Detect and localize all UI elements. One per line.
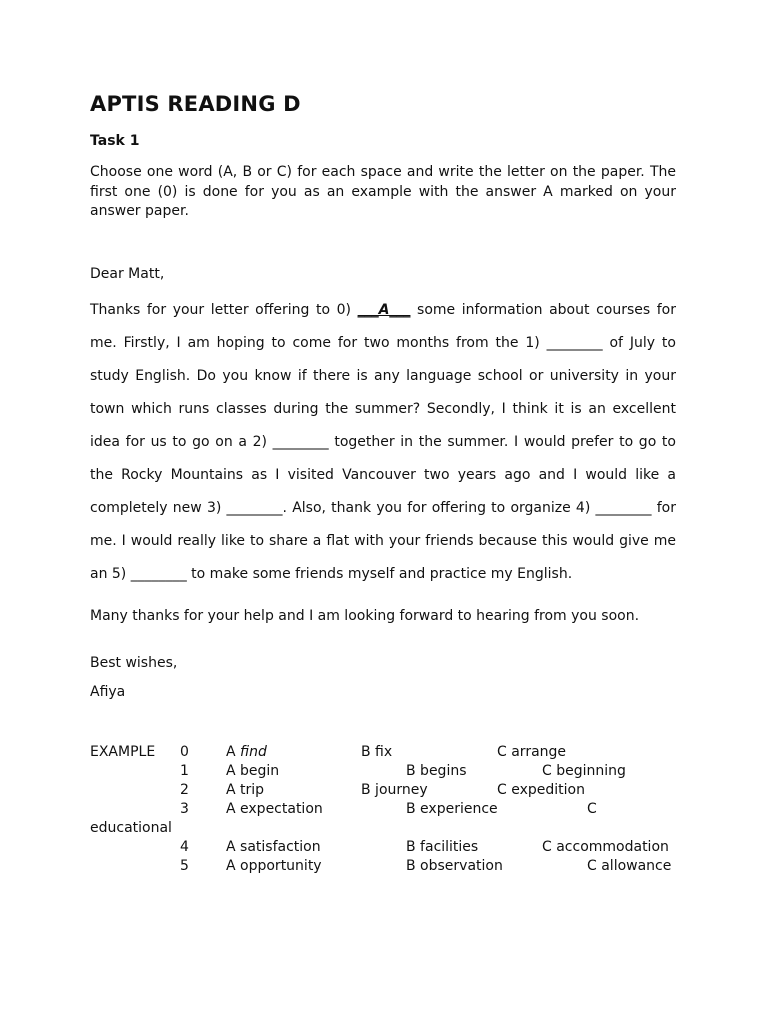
document-title: APTIS READING D bbox=[90, 92, 301, 116]
option-c: C bbox=[587, 801, 597, 817]
option-a-letter: A bbox=[226, 744, 241, 760]
option-number: 0 bbox=[180, 744, 189, 760]
option-b: B experience bbox=[406, 801, 498, 817]
letter-sign-off: Best wishes, bbox=[90, 655, 178, 671]
option-number: 4 bbox=[180, 839, 189, 855]
option-c: C allowance bbox=[587, 858, 672, 874]
option-c-wrapped: educational bbox=[90, 820, 172, 836]
option-b: B observation bbox=[406, 858, 503, 874]
letter-closing: Many thanks for your help and I am looking forward to hearing from you soon. bbox=[90, 608, 640, 624]
option-a: A opportunity bbox=[226, 858, 322, 874]
example-answer: ___A___ bbox=[357, 302, 411, 318]
option-b: B journey bbox=[361, 782, 428, 798]
letter-signature: Afiya bbox=[90, 684, 126, 700]
option-number: 5 bbox=[180, 858, 189, 874]
option-c: C arrange bbox=[497, 744, 567, 760]
letter-text-rest: some information about courses for me. Firstly, I am hoping to come for two months from the 1) ________ of July to study English. Do you know if there is any language school or university in your town which runs classes during the summer? Secondly, I think it is an excellent idea for us to go on a 2) ________ together in the summer. I would prefer to go to the Rocky Mountains as I visited Vancouver two years ago and I would like a completely new 3) ________. Also, thank you for offering to organize 4) ________ for me. I would really like to share a flat with your friends because this would give me an 5) ________ to make some friends myself and practice my English. bbox=[90, 302, 676, 582]
task-heading: Task 1 bbox=[90, 133, 140, 149]
option-a: A satisfaction bbox=[226, 839, 321, 855]
option-b: B facilities bbox=[406, 839, 479, 855]
letter-salutation: Dear Matt, bbox=[90, 266, 165, 282]
option-number: 3 bbox=[180, 801, 189, 817]
instructions-paragraph: Choose one word (A, B or C) for each space and write the letter on the paper. The first one (0) is done for you as an example with the answer A marked on your answer paper. bbox=[90, 164, 676, 219]
option-c: C beginning bbox=[542, 763, 626, 779]
option-a: A begin bbox=[226, 763, 280, 779]
option-c: C expedition bbox=[497, 782, 585, 798]
option-number: 1 bbox=[180, 763, 189, 779]
option-b: B begins bbox=[406, 763, 467, 779]
option-number: 2 bbox=[180, 782, 189, 798]
letter-body bbox=[90, 294, 676, 591]
letter-text-start: Thanks for your letter offering to 0) bbox=[90, 302, 358, 318]
option-a-word: find bbox=[240, 744, 267, 760]
option-a bbox=[226, 743, 267, 762]
option-a: A expectation bbox=[226, 801, 323, 817]
option-a: A trip bbox=[226, 782, 265, 798]
example-label: EXAMPLE bbox=[90, 744, 156, 760]
option-c: C accommodation bbox=[542, 839, 669, 855]
option-b: B fix bbox=[361, 744, 393, 760]
